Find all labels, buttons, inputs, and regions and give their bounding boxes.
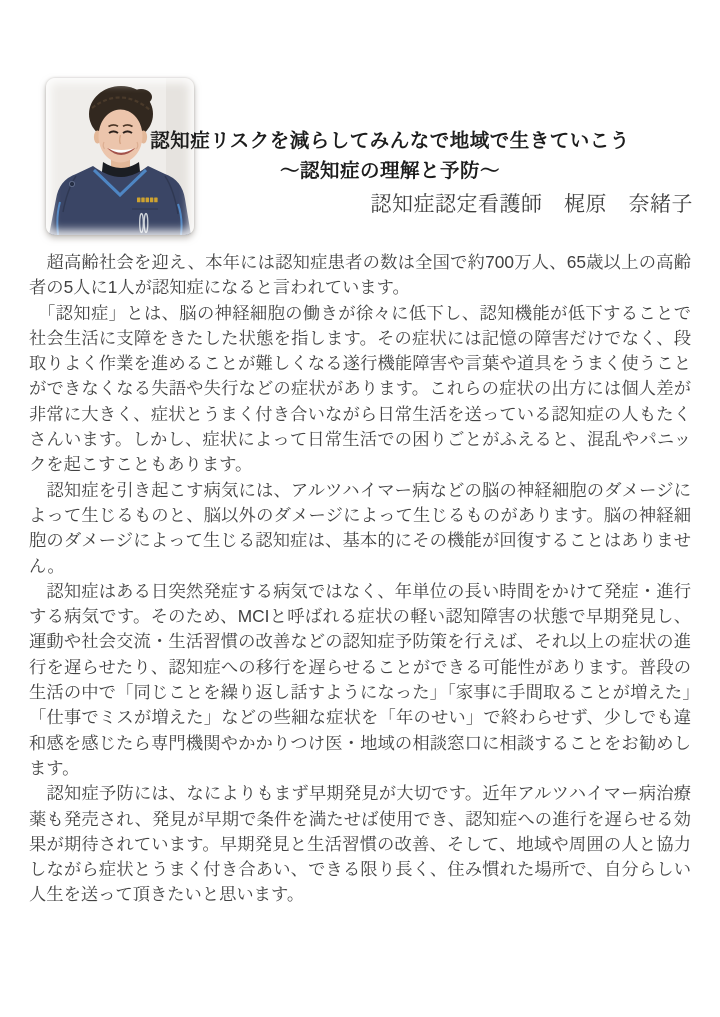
article-title: 認知症リスクを減らしてみんなで地域で生きていこう — [150, 130, 630, 152]
article-body — [29, 250, 691, 908]
title-block — [70, 126, 710, 186]
paragraph-2: 「認知症」とは、脳の神経細胞の働きが徐々に低下し、認知機能が低下することで社会生活に支障をきたした状態を指します。その症状には記憶の障害だけでなく、段取りよく作業を進めることが難しくなる遂行機能障害や言葉や道具をうまく使うことができなくなる失語や失行などの症状があります。これらの症状の出方には個人差が非常に大きく、症状とうまく付き合いながら日常生活を送っている認知症の人もたくさんいます。しかし、症状によって日常生活での困りごとがふえると、混乱やパニックを起こすこともあります。 — [29, 302, 691, 475]
paragraph-5: 認知症予防には、なによりもまず早期発見が大切です。近年アルツハイマー病治療薬も発売され、発見が早期で条件を満たせば使用でき、認知症への進行を遅らせる効果が期待されています。早期発見と生活習慣の改善、そして、地域や周囲の人と協力しながら症状とうまく付き合あい、できる限り長く、住み慣れた場所で、自分らしい人生を送って頂きたいと思います。 — [29, 783, 691, 905]
paragraph-4: 認知症はある日突然発症する病気ではなく、年単位の長い時間をかけて発症・進行する病気です。そのため、MCIと呼ばれる症状の軽い認知障害の状態で早期発見し、運動や社会交流・生活習慣の改善などの認知症予防策を行えば、それ以上の症状の進行を遅らせたり、認知症への移行を遅らせることができる可能性があります。普段の生活の中で「同じことを繰り返し話すようになった」「家事に手間取ることが増えた」「仕事でミスが増えた」などの些細な症状を「年のせい」で終わらせず、少しでも違和感を感じたら専門機関やかかりつけ医・地域の相談窓口に相談することをお勧めします。 — [29, 580, 691, 778]
badge-embroidery — [137, 198, 158, 203]
paragraph-1: 超高齢社会を迎え、本年には認知症患者の数は全国で約700万人、65歳以上の高齢者の5人に1人が認知症になると言われています。 — [29, 252, 691, 298]
article-subtitle: ～認知症の理解と予防～ — [279, 160, 500, 182]
paragraph-3: 認知症を引き起こす病気には、アルツハイマー病などの脳の神経細胞のダメージによって生じるものと、脳以外のダメージによって生じるものがあります。脳の神経細胞のダメージによって生じる認知症は、基本的にその機能が回復することはありません。 — [29, 479, 691, 576]
article-byline: 認知症認定看護師 梶原 奈緒子 — [370, 193, 693, 216]
